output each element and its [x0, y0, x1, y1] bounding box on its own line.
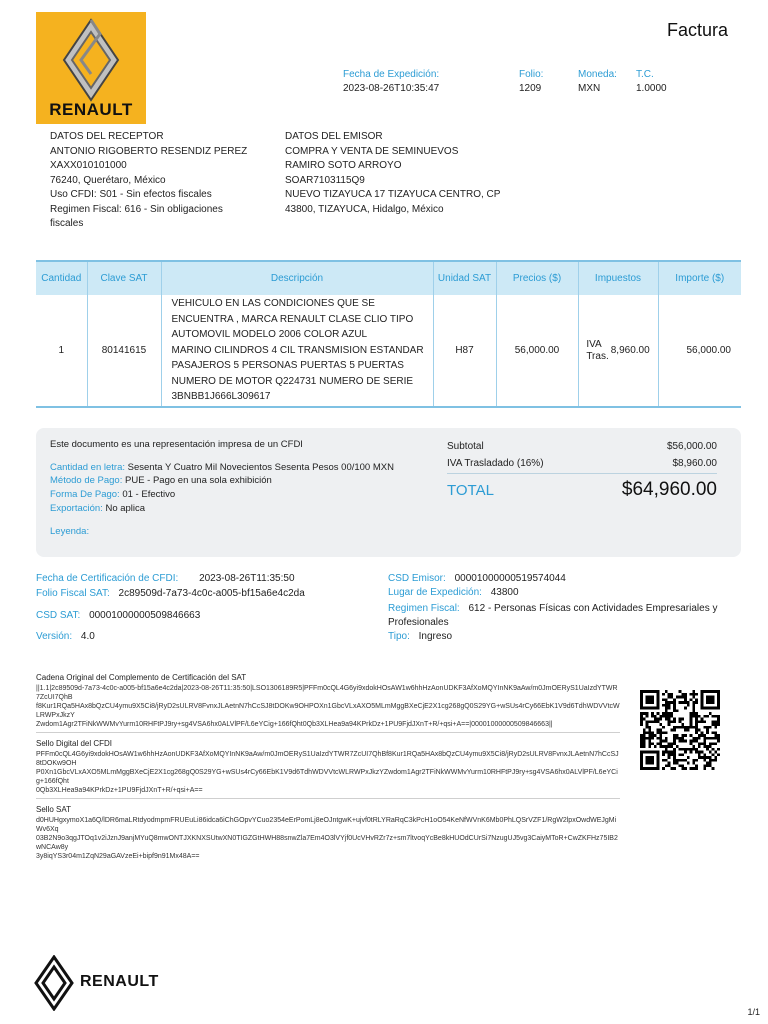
csd-sat-label: CSD SAT: — [36, 610, 81, 621]
emisor-line: NUEVO TIZAYUCA 17 TIZAYUCA CENTRO, CP — [285, 189, 501, 200]
table-header-row — [36, 261, 741, 295]
tipo — [388, 631, 452, 642]
fecha-certificacion-value: 2023-08-26T11:35:50 — [199, 573, 295, 584]
footer-brand: RENAULT — [80, 973, 159, 990]
col-header-unidad-sat: Unidad SAT — [433, 261, 496, 295]
sello-cfdi-heading: Sello Digital del CFDI — [36, 739, 113, 748]
csd-emisor-value: 00001000000519574044 — [454, 573, 566, 584]
page-number: 1/1 — [747, 1007, 760, 1017]
desc-line: VEHICULO EN LAS CONDICIONES QUE SE — [171, 298, 375, 310]
version — [36, 631, 95, 642]
desc-line: AUTOMOVIL MODELO 2006 COLOR AZUL — [171, 329, 368, 341]
receptor-heading: DATOS DEL RECEPTOR — [50, 131, 164, 142]
cantidad-letra-value: Sesenta Y Cuatro Mil Novecientos Sesenta Pesos 00/100 MXN — [127, 462, 394, 473]
cadena-line: ||1.1|2c89509d-7a73-4c0c-a005-bf15a6e4c2da|2023-08-26T11:35:50|LSO1306189R5|PFFm0cQL4G6yi9xdokHOsAW1w6hhHzAonUDKF3AfXoMQYInNK9aAw/m0JmOERyS1UaIzdYTWR7ZcUI7QhB — [36, 685, 618, 701]
version-label: Versión: — [36, 631, 73, 642]
cadena-line: f8Kur1RQa5HAx8bQzCU4ymu9X5Ci8/jRyD2sULRV8FvnxJLAetnN7hCcSJ8tDOKw9OHPOXn1GbcVLxAXO5MLmMggBXeCjE2X1cg268gQ0S29YG+wSUs4rCy66EbK1V9d6TdhWDVVtcWLRWPxJkzY — [36, 703, 620, 719]
cell-importe: 56,000.00 — [658, 295, 741, 407]
cell-descripcion — [161, 295, 433, 407]
cantidad-letra — [50, 462, 394, 473]
receptor-line: Regimen Fiscal: 616 - Sin obligaciones — [50, 203, 223, 215]
sello-cfdi-line: 0Qb3XLHea9a94KPrkDz+1PU9FjdJXnT+R/+qsi+A== — [36, 787, 203, 794]
logo-wordmark: RENAULT — [49, 100, 133, 119]
desc-line: ENCUENTRA , MARCA RENAULT CLASE CLIO TIPO — [171, 313, 414, 325]
desc-line: PASAJEROS 5 PERSONAS PUERTAS 5 PUERTAS — [171, 360, 404, 372]
subtotal-label: Subtotal — [447, 441, 484, 452]
document-title: Factura — [667, 20, 729, 40]
cadena-line: Zwdom1Agr2TFiNkWWMvYurm10RHFtPJ9ry+sg4VSA6hx0ALVlPF/L6eYCig+166fQht0Qb3XLHea9a94KPrkDz+1PU9FjdJXnT+R/+qsi+A==|00001000000509846663|| — [36, 721, 553, 728]
renault-footer-diamond-icon — [34, 955, 74, 1011]
divider — [36, 732, 620, 733]
cfdi-note: Este documento es una representación impresa de un CFDI — [50, 439, 303, 450]
sello-cfdi-line: PFFm0cQL4G6yi9xdokHOsAW1w6hhHzAonUDKF3AfXoMQYInNK9aAw/m0JmOERyS1UaIzdYTWR7ZcUI7QhBf8Kur1RQa5HAx8bQzCU4ymu9X5Ci8/jRyD2sULRV8FvnxJLAetnN7hCcSJ8tDOKw9OH — [36, 751, 619, 767]
emisor-block — [285, 130, 545, 217]
leyenda-label: Leyenda: — [50, 526, 90, 537]
folio-value: 1209 — [519, 83, 542, 94]
col-header-cantidad: Cantidad — [36, 261, 87, 295]
regimen-fiscal-value: 612 - Personas Físicas con Actividades Empresariales y — [468, 603, 718, 614]
desc-line: NUMERO DE MOTOR Q224731 NUMERO DE SERIE — [171, 375, 414, 387]
sello-sat-line: 03B2N9o3qgJTOq1v2iJznJ9anjMYuQ8mwONTJXKNXSUtwXN0TIGZGtHWH88snwZla7Em4O3lVYjf0UcVHvRZr7z+sm7ltvoqYcBe8kHUOdCUrSi7NzugUJ5vg3CaiyMToR+CwZKFHz75IB2wNCAw8y — [36, 835, 618, 851]
sello-sat-line: d0HUHgxymoX1a6Q/lDR6maLRtdyodmpmFRUEuLi86idca6iChGOpvYCuo2354eErPomLj8eOJntgwK+ujvf0tRLYRaRqC3kPcH1oO54KeNfWVnK6Mb0PhLQSrVZF1/RgW2lpxOwdWEJgMiWv6Xq — [36, 817, 617, 833]
qr-code-icon — [640, 690, 720, 770]
total-divider — [447, 473, 717, 474]
tc-label: T.C. — [636, 69, 654, 80]
subtotal-value: $56,000.00 — [666, 441, 717, 452]
fecha-expedicion-label: Fecha de Expedición: — [343, 69, 440, 80]
col-header-precios: Precios ($) — [496, 261, 578, 295]
csd-emisor — [388, 573, 566, 584]
folio-fiscal-value: 2c89509d-7a73-4c0c-a005-bf15a6e4c2da — [118, 588, 305, 599]
exportacion-label: Exportación: — [50, 503, 103, 514]
receptor-line: XAXX010101000 — [50, 160, 127, 171]
emisor-line: 43800, TIZAYUCA, Hidalgo, México — [285, 203, 444, 215]
metodo-pago-value: PUE - Pago en una sola exhibición — [125, 475, 272, 486]
iva-label: IVA Trasladado (16%) — [447, 458, 544, 469]
receptor-line: fiscales — [50, 218, 84, 229]
forma-pago-label: Forma De Pago: — [50, 489, 120, 500]
regimen-fiscal-value-2: Profesionales — [388, 617, 449, 628]
csd-emisor-label: CSD Emisor: — [388, 573, 446, 584]
stamps-block — [36, 673, 620, 861]
cell-clave-sat: 80141615 — [87, 295, 161, 407]
metodo-pago — [50, 475, 272, 486]
csd-sat-value: 00001000000509846663 — [89, 610, 201, 621]
total-label: TOTAL — [447, 482, 494, 499]
cell-impuestos — [578, 295, 658, 407]
sello-sat-heading: Sello SAT — [36, 805, 71, 814]
fecha-expedicion-value: 2023-08-26T10:35:47 — [343, 83, 440, 94]
emisor-line: SOAR7103115Q9 — [285, 174, 365, 186]
col-header-clave-sat: Clave SAT — [87, 261, 161, 295]
receptor-line: Uso CFDI: S01 - Sin efectos fiscales — [50, 189, 212, 200]
cell-precio: 56,000.00 — [496, 295, 578, 407]
forma-pago — [50, 489, 175, 500]
cadena-heading: Cadena Original del Complemento de Certificación del SAT — [36, 673, 247, 682]
fecha-certificacion-label: Fecha de Certificación de CFDI: — [36, 573, 179, 584]
forma-pago-value: 01 - Efectivo — [122, 489, 176, 500]
sello-sat-line: 3y8iqYS3r04m1ZqN29aGAVzeEi+bipf9n91Mx48A== — [36, 853, 200, 860]
tipo-label: Tipo: — [388, 631, 410, 642]
table-row — [36, 295, 741, 407]
impuesto-tipo: IVA — [586, 338, 602, 350]
emisor-line: COMPRA Y VENTA DE SEMINUEVOS — [285, 145, 459, 157]
col-header-importe: Importe ($) — [658, 261, 741, 295]
folio-fiscal — [36, 588, 305, 599]
fecha-certificacion — [36, 573, 295, 584]
divider — [36, 798, 620, 799]
col-header-impuestos: Impuestos — [578, 261, 658, 295]
version-value: 4.0 — [80, 631, 95, 642]
receptor-line: ANTONIO RIGOBERTO RESENDIZ PEREZ — [50, 145, 248, 157]
items-table — [36, 260, 741, 408]
sello-cfdi-line: P0Xn1GbcVLxAXO5MLmMggBXeCjE2X1cg268gQ0S29YG+wSUs4rCy66EbK1V9d6TdhWDVVtcWLRWPxJkzYZwdom1Agr2TFiNkWWMvYurm10RHFtPJ9ry+sg4VSA6hx0ALVlPF/L6eYCig+166fQht — [36, 769, 618, 785]
lugar-expedicion — [388, 587, 519, 598]
tipo-value: Ingreso — [418, 631, 453, 642]
desc-line: 3BNBB1J666L309617 — [171, 391, 271, 403]
summary-box — [36, 428, 741, 557]
renault-diamond-icon — [36, 12, 146, 107]
impuesto-tipo-2: Tras. — [586, 350, 609, 362]
impuesto-valor: 8,960.00 — [610, 345, 650, 356]
cell-cantidad: 1 — [36, 295, 87, 407]
col-header-descripcion: Descripción — [161, 261, 433, 295]
exportacion-value: No aplica — [105, 503, 146, 514]
receptor-block — [50, 130, 280, 232]
moneda-label: Moneda: — [578, 69, 617, 80]
metodo-pago-label: Método de Pago: — [50, 475, 123, 486]
folio-fiscal-label: Folio Fiscal SAT: — [36, 588, 110, 599]
lugar-expedicion-value: 43800 — [490, 587, 519, 598]
emisor-heading: DATOS DEL EMISOR — [285, 131, 383, 142]
folio-label: Folio: — [519, 69, 544, 80]
moneda-value: MXN — [578, 83, 601, 94]
regimen-fiscal-label: Regimen Fiscal: — [388, 603, 460, 614]
desc-line: MARINO CILINDROS 4 CIL TRANSMISION ESTANDAR — [171, 344, 424, 356]
total-value: $64,960.00 — [621, 479, 717, 500]
tc-value: 1.0000 — [636, 83, 667, 94]
emisor-line: RAMIRO SOTO ARROYO — [285, 160, 402, 171]
receptor-line: 76240, Querétaro, México — [50, 174, 166, 186]
csd-sat — [36, 610, 200, 621]
iva-value: $8,960.00 — [672, 458, 717, 469]
renault-logo — [36, 12, 146, 124]
lugar-expedicion-label: Lugar de Expedición: — [388, 587, 482, 598]
regimen-fiscal — [388, 602, 728, 630]
exportacion — [50, 503, 145, 514]
cantidad-letra-label: Cantidad en letra: — [50, 462, 125, 473]
cell-unidad-sat: H87 — [433, 295, 496, 407]
